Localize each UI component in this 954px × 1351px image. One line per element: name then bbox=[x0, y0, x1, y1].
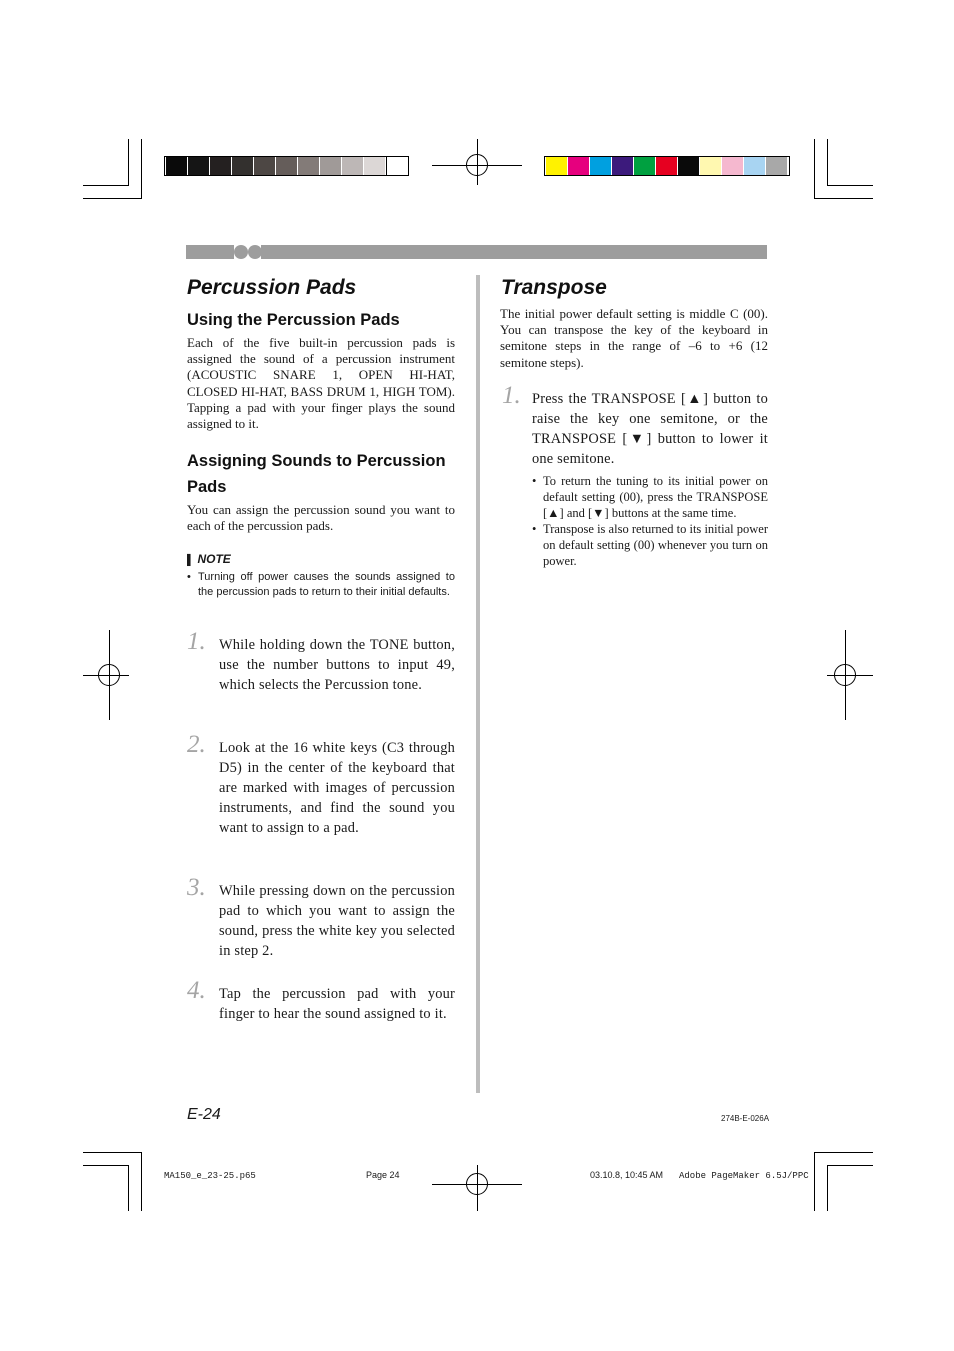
bullet-icon: • bbox=[532, 474, 537, 488]
header-band bbox=[186, 245, 767, 259]
subheading-assigning-sounds: Assigning Sounds to Percussion Pads bbox=[187, 452, 446, 496]
gray-swatch bbox=[232, 157, 253, 176]
registration-target-icon bbox=[466, 1173, 488, 1195]
color-swatch bbox=[678, 157, 699, 176]
note-item: Turning off power causes the sounds assigned to the percussion pads to return to their initial defaults. bbox=[198, 571, 455, 598]
registration-target-icon bbox=[466, 154, 488, 176]
step-text: Press the TRANSPOSE [▲] button to raise the key one semitone, or the TRANSPOSE [▼] button to lower it one semitone. bbox=[532, 391, 768, 467]
gray-swatch bbox=[364, 157, 385, 176]
gray-swatch bbox=[276, 157, 297, 176]
step-text: While holding down the TONE button, use the number buttons to input 49, which selects the Percussion tone. bbox=[219, 637, 455, 693]
bullet-icon: • bbox=[532, 522, 537, 536]
registration-target-icon bbox=[834, 664, 856, 686]
color-swatch bbox=[634, 157, 655, 176]
step-number: 1. bbox=[502, 382, 521, 409]
color-swatch bbox=[744, 157, 765, 176]
color-swatch bbox=[590, 157, 611, 176]
page-number: E-24 bbox=[187, 1106, 221, 1123]
step-number: 3. bbox=[187, 874, 206, 901]
subheading-using-percussion-pads: Using the Percussion Pads bbox=[187, 311, 400, 329]
slug-filename: MA150_e_23-25.p65 bbox=[164, 1171, 256, 1181]
note-bullet-icon: • bbox=[187, 571, 191, 583]
gray-swatch bbox=[210, 157, 231, 176]
color-swatch bbox=[568, 157, 589, 176]
color-swatch bbox=[656, 157, 677, 176]
gray-swatch bbox=[188, 157, 209, 176]
step-text: Look at the 16 white keys (C3 through D5) in the center of the keyboard that are marked with images of percussion instruments, and find the sound you want to assign to a pad. bbox=[219, 740, 455, 836]
column-divider bbox=[476, 275, 480, 1093]
step-text: Tap the percussion pad with your finger to hear the sound assigned to it. bbox=[219, 986, 455, 1022]
gray-swatch bbox=[386, 157, 407, 176]
note-block bbox=[187, 552, 455, 600]
step-text: While pressing down on the percussion pad to which you want to assign the sound, press the white key you selected in step 2. bbox=[219, 883, 455, 959]
color-swatch bbox=[722, 157, 743, 176]
step-number: 1. bbox=[187, 628, 206, 655]
paragraph-assigning-sounds: You can assign the percussion sound you want to each of the percussion pads. bbox=[187, 502, 455, 534]
note-marker-icon: ▌ bbox=[187, 555, 195, 566]
section-title-percussion-pads: Percussion Pads bbox=[187, 276, 357, 299]
step-number: 2. bbox=[187, 731, 206, 758]
paragraph-transpose-intro: The initial power default setting is middle C (00). You can transpose the key of the keyboard in semitone steps in the range of –6 to +6 (12 semitone steps). bbox=[500, 306, 768, 370]
color-swatch bbox=[766, 157, 787, 176]
color-swatch bbox=[612, 157, 633, 176]
gray-swatch bbox=[320, 157, 341, 176]
slug-application: Adobe PageMaker 6.5J/PPC bbox=[679, 1171, 809, 1181]
note-label: NOTE bbox=[197, 552, 231, 566]
gray-swatch bbox=[166, 157, 187, 176]
section-title-transpose: Transpose bbox=[501, 276, 607, 299]
document-code: 274B-E-026A bbox=[721, 1114, 770, 1123]
color-swatch bbox=[546, 157, 567, 176]
color-calibration-strip bbox=[544, 156, 790, 176]
list-item: Transpose is also returned to its initial power on default setting (00) whenever you turn on power. bbox=[543, 522, 768, 568]
gray-swatch bbox=[342, 157, 363, 176]
registration-target-icon bbox=[98, 664, 120, 686]
list-item: To return the tuning to its initial power on default setting (00), press the TRANSPOSE [▲] and [▼] buttons at the same time. bbox=[543, 474, 768, 520]
gray-calibration-strip bbox=[164, 156, 409, 176]
slug-page: Page 24 bbox=[366, 1170, 400, 1180]
step-number: 4. bbox=[187, 977, 206, 1004]
transpose-bullet-list bbox=[532, 473, 768, 569]
gray-swatch bbox=[298, 157, 319, 176]
gray-swatch bbox=[254, 157, 275, 176]
paragraph-using-percussion-pads: Each of the five built-in percussion pads is assigned the sound of a percussion instrument (ACOUSTIC SNARE 1, OPEN HI-HAT, CLOSED HI-HAT, BASS DRUM 1, HIGH TOM). Tapping a pad with your finger plays the sound assigned to it. bbox=[187, 335, 455, 432]
slug-date: 03.10.8, 10:45 AM bbox=[590, 1170, 664, 1180]
note-heading bbox=[187, 552, 455, 566]
color-swatch bbox=[700, 157, 721, 176]
